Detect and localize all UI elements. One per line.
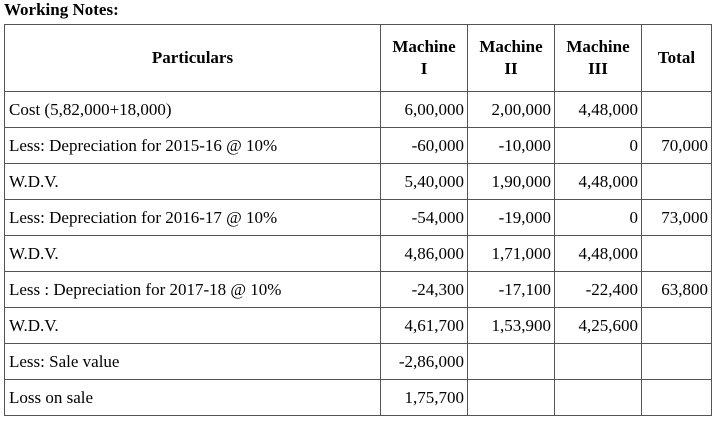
machine-3-cell [555,380,642,416]
table-header [5,25,712,92]
particulars-cell: Cost (5,82,000+18,000) [5,92,381,128]
working-notes-heading: Working Notes: [4,0,119,19]
table-row [5,380,712,416]
total-cell [642,308,712,344]
table-row [5,272,712,308]
machine-1-cell: -60,000 [381,128,468,164]
total-cell [642,344,712,380]
machine-3-cell: 4,48,000 [555,164,642,200]
machine-3-cell [555,344,642,380]
table-row [5,92,712,128]
table-row [5,200,712,236]
machine-3-cell: 0 [555,200,642,236]
machine-2-cell: -10,000 [468,128,555,164]
table-row [5,128,712,164]
machine-1-cell: -2,86,000 [381,344,468,380]
machine-2-cell: 1,90,000 [468,164,555,200]
header-machine-2: Machine II [468,25,555,92]
machine-1-cell: 5,40,000 [381,164,468,200]
working-notes-table [4,24,712,416]
machine-1-cell: 6,00,000 [381,92,468,128]
machine-2-cell: 1,53,900 [468,308,555,344]
particulars-cell: Loss on sale [5,380,381,416]
table-row [5,308,712,344]
table-row [5,164,712,200]
total-cell [642,236,712,272]
header-machine-3: Machine III [555,25,642,92]
machine-2-cell [468,380,555,416]
machine-2-cell [468,344,555,380]
machine-2-cell: -19,000 [468,200,555,236]
machine-3-cell: 4,25,600 [555,308,642,344]
machine-3-cell: -22,400 [555,272,642,308]
table-body [5,92,712,416]
header-total: Total [642,25,712,92]
table-row [5,344,712,380]
particulars-cell: W.D.V. [5,308,381,344]
total-cell: 73,000 [642,200,712,236]
machine-1-cell: -54,000 [381,200,468,236]
particulars-cell: W.D.V. [5,164,381,200]
header-particulars: Particulars [5,25,381,92]
total-cell [642,380,712,416]
machine-1-cell: -24,300 [381,272,468,308]
header-machine-1: Machine I [381,25,468,92]
total-cell: 63,800 [642,272,712,308]
total-cell [642,92,712,128]
particulars-cell: W.D.V. [5,236,381,272]
machine-2-cell: 1,71,000 [468,236,555,272]
total-cell [642,164,712,200]
particulars-cell: Less : Depreciation for 2017-18 @ 10% [5,272,381,308]
total-cell: 70,000 [642,128,712,164]
table-row [5,236,712,272]
machine-3-cell: 0 [555,128,642,164]
machine-1-cell: 4,86,000 [381,236,468,272]
machine-2-cell: 2,00,000 [468,92,555,128]
machine-3-cell: 4,48,000 [555,92,642,128]
machine-3-cell: 4,48,000 [555,236,642,272]
machine-2-cell: -17,100 [468,272,555,308]
particulars-cell: Less: Sale value [5,344,381,380]
particulars-cell: Less: Depreciation for 2016-17 @ 10% [5,200,381,236]
machine-1-cell: 4,61,700 [381,308,468,344]
particulars-cell: Less: Depreciation for 2015-16 @ 10% [5,128,381,164]
machine-1-cell: 1,75,700 [381,380,468,416]
